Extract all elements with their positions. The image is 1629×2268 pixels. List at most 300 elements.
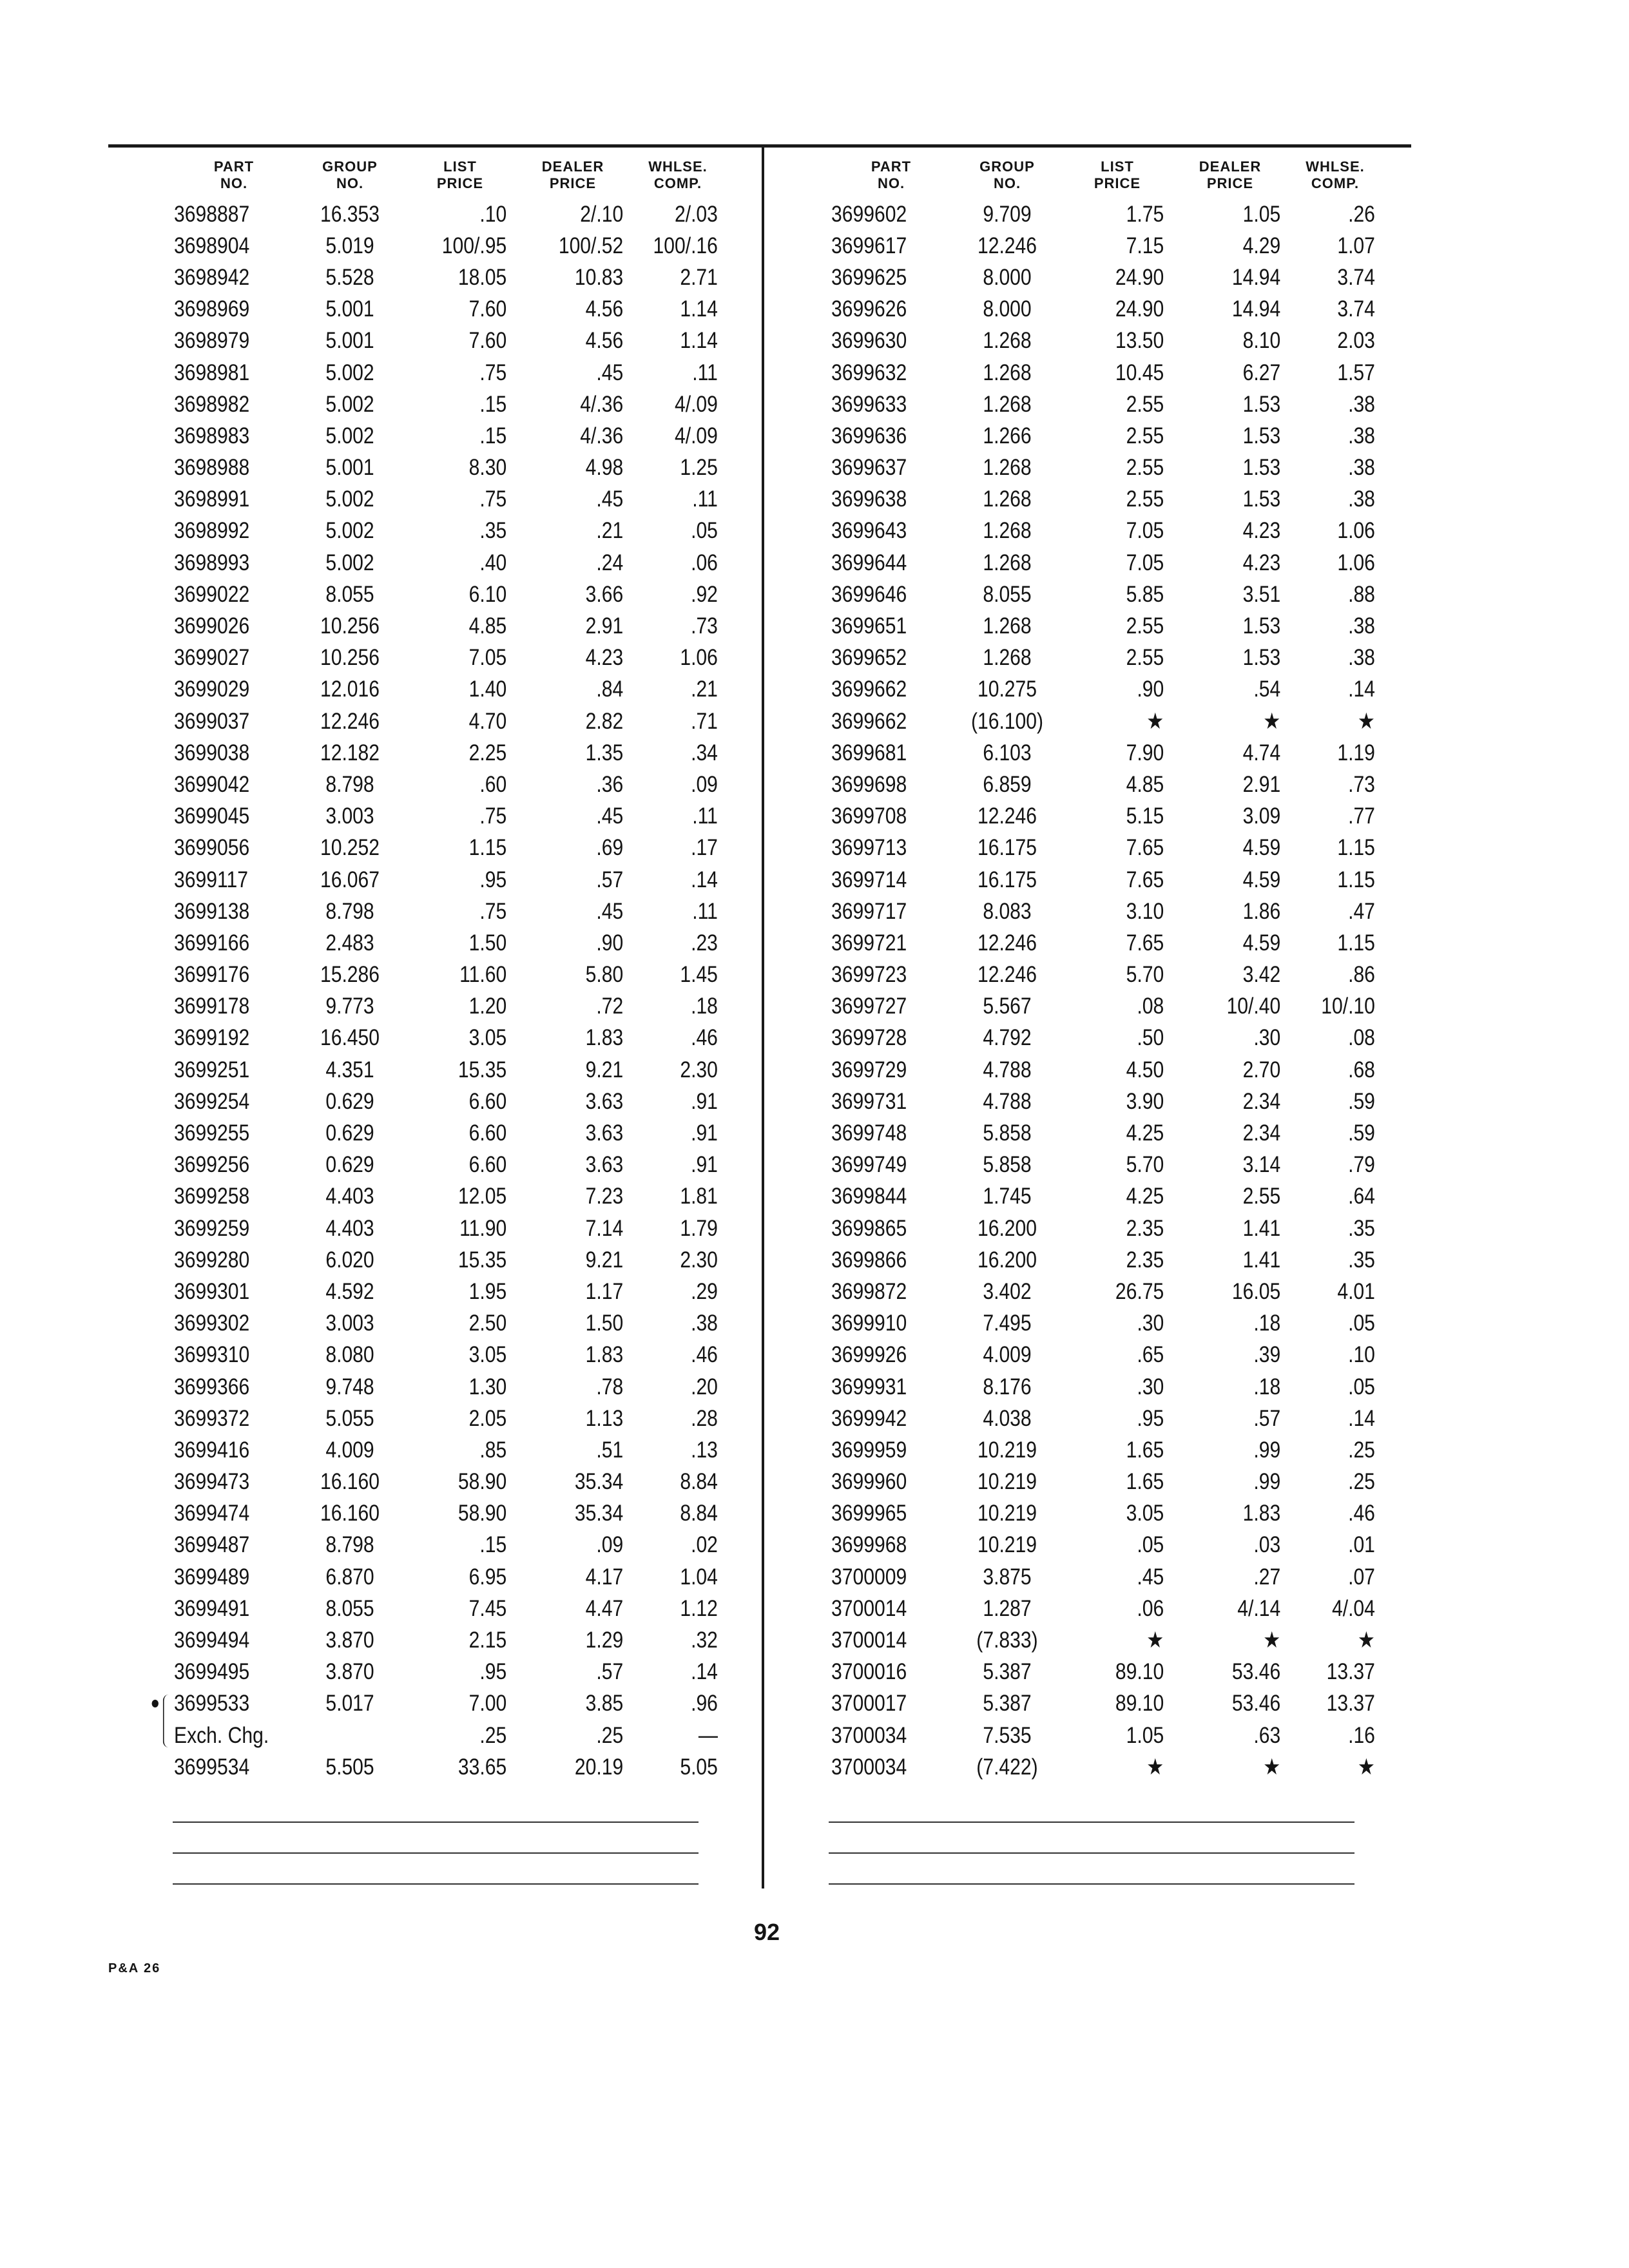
table-row (831, 198, 1382, 230)
group-no-cell: 12.016 (320, 677, 380, 702)
dealer-price-cell: .57 (596, 1659, 624, 1685)
group-no-cell: 3.003 (325, 1311, 374, 1336)
list-price-cell: 89.10 (1115, 1691, 1164, 1716)
whlse-comp-cell: 1.15 (1337, 930, 1375, 956)
list-price-cell: 2.35 (1126, 1247, 1164, 1273)
table-row (174, 991, 724, 1023)
table-row (174, 547, 724, 579)
list-price-cell: 2.55 (1126, 455, 1164, 481)
part-no-cell: 3699473 (174, 1469, 250, 1495)
list-price-cell: 2.35 (1126, 1215, 1164, 1241)
dealer-price-cell: 1.35 (585, 740, 624, 765)
list-price-cell: 100/.95 (441, 233, 507, 258)
table-row (831, 1244, 1382, 1276)
whlse-comp-cell: ★ (1357, 1754, 1375, 1780)
part-no-cell: 3700034 (831, 1754, 907, 1780)
whlse-comp-cell: 1.14 (680, 328, 718, 354)
part-no-cell: 3700014 (831, 1628, 907, 1653)
part-no-cell: 3699533 (174, 1691, 277, 1716)
list-price-cell: ★ (1146, 1628, 1164, 1653)
group-no-cell: 1.268 (983, 550, 1032, 575)
table-row (831, 674, 1382, 706)
blank-entry-line (173, 1821, 699, 1823)
table-row (174, 1466, 724, 1498)
list-price-cell: 89.10 (1115, 1659, 1164, 1685)
list-price-cell: 4.70 (468, 708, 507, 734)
whlse-comp-cell: .88 (1348, 581, 1375, 607)
list-price-cell: 7.65 (1126, 835, 1164, 861)
table-row (831, 1181, 1382, 1213)
table-row (174, 1213, 724, 1244)
part-no-cell: 3699280 (174, 1247, 250, 1273)
group-no-cell: 12.182 (320, 740, 380, 765)
list-price-cell: .95 (479, 1659, 507, 1685)
list-price-cell: 4.50 (1126, 1057, 1164, 1082)
part-no-cell: 3699045 (174, 803, 250, 829)
part-no-cell: 3698992 (174, 518, 250, 544)
table-row (831, 991, 1382, 1023)
list-price-cell: 1.20 (468, 994, 507, 1019)
dealer-price-cell: ★ (1263, 1754, 1281, 1780)
part-no-cell: 3698904 (174, 233, 250, 258)
list-price-cell: .75 (479, 360, 507, 385)
whlse-comp-cell: .20 (691, 1374, 718, 1399)
whlse-comp-cell: .38 (1348, 423, 1375, 448)
whlse-comp-cell: .35 (1348, 1247, 1375, 1273)
table-row (831, 706, 1382, 737)
group-no-cell: 1.268 (983, 645, 1032, 671)
table-row (174, 1530, 724, 1561)
right-table-body (831, 198, 1382, 1783)
table-row (174, 579, 724, 610)
table-row (831, 1561, 1382, 1593)
group-no-cell: 1.268 (983, 455, 1032, 481)
group-no-cell: 12.246 (977, 930, 1037, 956)
table-row (831, 1624, 1382, 1656)
list-price-cell: .75 (479, 486, 507, 512)
group-no-cell: 5.055 (325, 1405, 374, 1431)
dealer-price-cell: 4.98 (585, 455, 624, 481)
dealer-price-cell: 4/.36 (580, 423, 624, 448)
part-no-cell: 3699637 (831, 455, 907, 481)
dealer-price-cell: 4/.36 (580, 391, 624, 417)
dealer-price-cell: .18 (1253, 1374, 1281, 1399)
dealer-price-cell: 1.53 (1242, 391, 1281, 417)
part-no-cell: 3699708 (831, 803, 907, 829)
dealer-price-cell: .25 (596, 1722, 624, 1748)
table-row (174, 1023, 724, 1054)
part-no-cell: 3699366 (174, 1374, 250, 1399)
whlse-comp-cell: .06 (691, 550, 718, 575)
dealer-price-cell: 1.17 (585, 1278, 624, 1304)
dealer-price-cell: .24 (596, 550, 624, 575)
left-table-header (174, 152, 724, 198)
table-row (174, 737, 724, 769)
part-no-cell: 3699844 (831, 1184, 907, 1209)
group-no-cell: 8.080 (325, 1342, 374, 1368)
table-row (174, 1624, 724, 1656)
table-row (831, 1371, 1382, 1403)
table-row (831, 1340, 1382, 1371)
part-no-cell: 3700034 (831, 1722, 907, 1748)
list-price-cell: 7.45 (468, 1595, 507, 1621)
table-row (174, 294, 724, 325)
group-no-cell: 8.798 (325, 1532, 374, 1558)
part-no-cell: 3699178 (174, 994, 250, 1019)
part-no-cell: 3699056 (174, 835, 250, 861)
table-row (831, 579, 1382, 610)
dealer-price-cell: 4/.14 (1237, 1595, 1281, 1621)
part-no-cell: 3698988 (174, 455, 250, 481)
table-row (831, 357, 1382, 389)
dealer-price-cell: 3.42 (1242, 962, 1281, 988)
part-no-cell: 3699138 (174, 898, 250, 924)
dealer-price-cell: .45 (596, 898, 624, 924)
table-row (174, 1434, 724, 1466)
whlse-comp-cell: 2/.03 (674, 201, 718, 227)
table-row (174, 357, 724, 389)
table-row (174, 1149, 724, 1181)
top-rule (108, 144, 1411, 148)
list-price-cell: 2.55 (1126, 423, 1164, 448)
dealer-price-cell: 16.05 (1231, 1278, 1281, 1304)
part-no-cell: 3699865 (831, 1215, 907, 1241)
header-whlse-comp: WHLSE. COMP. (648, 159, 708, 191)
whlse-comp-cell: 3.74 (1337, 296, 1375, 322)
dealer-price-cell: .51 (596, 1437, 624, 1463)
list-price-cell: 3.05 (468, 1342, 507, 1368)
part-no-cell: 3699251 (174, 1057, 250, 1082)
blank-entry-line (173, 1852, 699, 1854)
group-no-cell: 8.798 (325, 771, 374, 797)
list-price-cell: 6.95 (468, 1564, 507, 1590)
dealer-price-cell: .18 (1253, 1311, 1281, 1336)
dealer-price-cell: 2.91 (1242, 771, 1281, 797)
group-no-cell: 1.266 (983, 423, 1032, 448)
group-no-cell: 0.629 (325, 1152, 374, 1178)
group-no-cell: 4.038 (983, 1405, 1032, 1431)
whlse-comp-cell: .10 (1348, 1342, 1375, 1368)
whlse-comp-cell: .38 (1348, 391, 1375, 417)
group-no-cell: 5.002 (325, 391, 374, 417)
whlse-comp-cell: .77 (1348, 803, 1375, 829)
whlse-comp-cell: 1.15 (1337, 835, 1375, 861)
group-no-cell: 5.017 (325, 1691, 374, 1716)
part-no-cell: 3699643 (831, 518, 907, 544)
dealer-price-cell: .30 (1253, 1025, 1281, 1051)
dealer-price-cell: 53.46 (1231, 1659, 1281, 1685)
blank-entry-line (829, 1821, 1354, 1823)
table-row (831, 262, 1382, 293)
whlse-comp-cell: 1.81 (680, 1184, 718, 1209)
right-price-table (831, 152, 1382, 1783)
part-no-cell: 3699644 (831, 550, 907, 575)
group-no-cell: (7.422) (976, 1754, 1038, 1780)
table-row (831, 610, 1382, 642)
table-row (831, 1213, 1382, 1244)
group-no-cell: 10.219 (977, 1437, 1037, 1463)
group-no-cell: 10.256 (320, 645, 380, 671)
table-row (174, 1561, 724, 1593)
group-no-cell: 4.792 (983, 1025, 1032, 1051)
whlse-comp-cell: 13.37 (1326, 1691, 1375, 1716)
list-price-cell: 2.15 (468, 1628, 507, 1653)
dealer-price-cell: 1.83 (585, 1025, 624, 1051)
group-no-cell: 6.103 (983, 740, 1032, 765)
part-no-cell: 3699931 (831, 1374, 907, 1399)
group-no-cell: 4.351 (325, 1057, 374, 1082)
list-price-cell: 7.65 (1126, 867, 1164, 892)
list-price-cell: .85 (479, 1437, 507, 1463)
group-no-cell: 10.252 (320, 835, 380, 861)
list-price-cell: 5.15 (1126, 803, 1164, 829)
dealer-price-cell: 3.09 (1242, 803, 1281, 829)
list-price-cell: 7.00 (468, 1691, 507, 1716)
whlse-comp-cell: .38 (1348, 455, 1375, 481)
group-no-cell: 10.219 (977, 1501, 1037, 1526)
list-price-cell: 58.90 (458, 1469, 507, 1495)
table-row (174, 1181, 724, 1213)
whlse-comp-cell: .05 (691, 518, 718, 544)
group-no-cell: 9.748 (325, 1374, 374, 1399)
group-no-cell: 5.001 (325, 455, 374, 481)
group-no-cell: 1.745 (983, 1184, 1032, 1209)
table-row (174, 1086, 724, 1117)
table-row (831, 1593, 1382, 1624)
whlse-comp-cell: .91 (691, 1088, 718, 1114)
table-row (831, 959, 1382, 991)
dealer-price-cell: 1.83 (1242, 1501, 1281, 1526)
table-row (174, 325, 724, 357)
dealer-price-cell: 1.41 (1242, 1215, 1281, 1241)
table-row (174, 769, 724, 800)
list-price-cell: 2.50 (468, 1311, 507, 1336)
group-no-cell: 8.055 (325, 1595, 374, 1621)
dealer-price-cell: .57 (1253, 1405, 1281, 1431)
whlse-comp-cell: .28 (691, 1405, 718, 1431)
table-row (174, 1117, 724, 1149)
dealer-price-cell: .69 (596, 835, 624, 861)
list-price-cell: .90 (1137, 677, 1164, 702)
whlse-comp-cell: 1.12 (680, 1595, 718, 1621)
group-no-cell: 7.535 (983, 1722, 1032, 1748)
table-row (831, 294, 1382, 325)
list-price-cell: 1.95 (468, 1278, 507, 1304)
table-row (831, 1434, 1382, 1466)
header-dealer-price: DEALER PRICE (541, 159, 604, 191)
group-no-cell: 7.495 (983, 1311, 1032, 1336)
whlse-comp-cell: .29 (691, 1278, 718, 1304)
dealer-price-cell: 4.23 (1242, 518, 1281, 544)
table-row (174, 484, 724, 515)
group-no-cell: 5.505 (325, 1754, 374, 1780)
dealer-price-cell: 35.34 (574, 1469, 624, 1495)
table-row (831, 1498, 1382, 1530)
whlse-comp-cell: .14 (1348, 1405, 1375, 1431)
list-price-cell: .15 (479, 1532, 507, 1558)
table-row (831, 515, 1382, 547)
dealer-price-cell: 2.70 (1242, 1057, 1281, 1082)
blank-entry-line (829, 1852, 1354, 1854)
whlse-comp-cell: .05 (1348, 1374, 1375, 1399)
part-no-cell: 3699638 (831, 486, 907, 512)
list-price-cell: 24.90 (1115, 296, 1164, 322)
dealer-price-cell: 1.83 (585, 1342, 624, 1368)
part-no-cell: 3700014 (831, 1595, 907, 1621)
table-row (174, 642, 724, 674)
dealer-price-cell: 14.94 (1231, 296, 1281, 322)
list-price-cell: 18.05 (458, 264, 507, 290)
list-price-cell: 1.65 (1126, 1469, 1164, 1495)
group-no-cell: 8.798 (325, 898, 374, 924)
group-no-cell: 5.858 (983, 1152, 1032, 1178)
dealer-price-cell: 4.59 (1242, 930, 1281, 956)
dealer-price-cell: 2.34 (1242, 1120, 1281, 1146)
whlse-comp-cell: .25 (1348, 1469, 1375, 1495)
table-row (831, 1276, 1382, 1307)
whlse-comp-cell: 3.74 (1337, 264, 1375, 290)
group-no-cell: 8.000 (983, 264, 1032, 290)
right-table-header (831, 152, 1382, 198)
list-price-cell: 7.60 (468, 328, 507, 354)
whlse-comp-cell: 2.30 (680, 1057, 718, 1082)
list-price-cell: 33.65 (458, 1754, 507, 1780)
part-no-cell: 3699625 (831, 264, 907, 290)
whlse-comp-cell: .79 (1348, 1152, 1375, 1178)
whlse-comp-cell: .38 (1348, 486, 1375, 512)
group-no-cell: 16.160 (320, 1501, 380, 1526)
whlse-comp-cell: 4/.09 (674, 391, 718, 417)
group-no-cell: 1.268 (983, 391, 1032, 417)
table-row (831, 1086, 1382, 1117)
table-row (831, 1308, 1382, 1340)
group-no-cell: 1.268 (983, 360, 1032, 385)
list-price-cell: 5.85 (1126, 581, 1164, 607)
whlse-comp-cell: .47 (1348, 898, 1375, 924)
table-row (174, 1340, 724, 1371)
whlse-comp-cell: .17 (691, 835, 718, 861)
list-price-cell: .65 (1137, 1342, 1164, 1368)
whlse-comp-cell: .46 (691, 1342, 718, 1368)
dealer-price-cell: 20.19 (574, 1754, 624, 1780)
group-no-cell: 10.256 (320, 613, 380, 639)
table-row (174, 1720, 724, 1751)
group-no-cell: 8.055 (325, 581, 374, 607)
dealer-price-cell: .54 (1253, 677, 1281, 702)
group-no-cell: 1.268 (983, 518, 1032, 544)
part-no-cell: 3699749 (831, 1152, 907, 1178)
dealer-price-cell: 10/.40 (1226, 994, 1281, 1019)
part-no-cell: 3699698 (831, 771, 907, 797)
page-number: 92 (753, 1919, 780, 1945)
table-row (174, 420, 724, 452)
whlse-comp-cell: .59 (1348, 1088, 1375, 1114)
table-row (831, 832, 1382, 864)
header-group-no: GROUP NO. (322, 159, 378, 191)
part-no-cell: 3698983 (174, 423, 250, 448)
dealer-price-cell: 3.51 (1242, 581, 1281, 607)
dealer-price-cell: ★ (1263, 708, 1281, 734)
part-no-cell: 3699731 (831, 1088, 907, 1114)
bullet-marker (152, 1700, 159, 1707)
part-no-cell: 3699310 (174, 1342, 250, 1368)
list-price-cell: 5.70 (1126, 962, 1164, 988)
group-no-cell: 8.055 (983, 581, 1032, 607)
whlse-comp-cell: .64 (1348, 1184, 1375, 1209)
table-row (174, 1657, 724, 1688)
whlse-comp-cell: 1.79 (680, 1215, 718, 1241)
part-no-cell: 3699651 (831, 613, 907, 639)
part-no-cell: 3699176 (174, 962, 250, 988)
group-no-cell: 6.859 (983, 771, 1032, 797)
part-no-cell: 3699617 (831, 233, 907, 258)
dealer-price-cell: 1.53 (1242, 613, 1281, 639)
footer-code: P&A 26 (108, 1961, 161, 1975)
list-price-cell: 3.10 (1126, 898, 1164, 924)
part-no-cell: 3699723 (831, 962, 907, 988)
dealer-price-cell: 1.53 (1242, 486, 1281, 512)
whlse-comp-cell: 13.37 (1326, 1659, 1375, 1685)
whlse-comp-cell: .14 (691, 867, 718, 892)
part-no-cell: 3699626 (831, 296, 907, 322)
list-price-cell: 8.30 (468, 455, 507, 481)
dealer-price-cell: 1.29 (585, 1628, 624, 1653)
list-price-cell: 15.35 (458, 1057, 507, 1082)
group-no-cell: 4.009 (983, 1342, 1032, 1368)
group-no-cell: 5.567 (983, 994, 1032, 1019)
dealer-price-cell: 1.13 (585, 1405, 624, 1431)
table-row (174, 1308, 724, 1340)
group-no-cell: 8.176 (983, 1374, 1032, 1399)
group-no-cell: 2.483 (325, 930, 374, 956)
table-row (174, 927, 724, 959)
dealer-price-cell: .84 (596, 677, 624, 702)
part-no-cell: 3699258 (174, 1184, 250, 1209)
group-no-cell: 16.160 (320, 1469, 380, 1495)
group-no-cell: 3.875 (983, 1564, 1032, 1590)
list-price-cell: 6.60 (468, 1152, 507, 1178)
whlse-comp-cell: .91 (691, 1120, 718, 1146)
whlse-comp-cell: .92 (691, 581, 718, 607)
whlse-comp-cell: .25 (1348, 1437, 1375, 1463)
part-no-cell: 3699727 (831, 994, 907, 1019)
group-no-cell: 1.268 (983, 328, 1032, 354)
whlse-comp-cell: .68 (1348, 1057, 1375, 1082)
group-no-cell: 10.275 (977, 677, 1037, 702)
dealer-price-cell: 4.47 (585, 1595, 624, 1621)
part-no-cell: 3699965 (831, 1501, 907, 1526)
dealer-price-cell: .27 (1253, 1564, 1281, 1590)
table-row (174, 1688, 724, 1720)
group-no-cell: 5.858 (983, 1120, 1032, 1146)
part-no-cell: 3700017 (831, 1691, 907, 1716)
group-no-cell: 6.870 (325, 1564, 374, 1590)
list-price-cell: .75 (479, 803, 507, 829)
group-no-cell: 5.001 (325, 296, 374, 322)
group-no-cell: 12.246 (977, 233, 1037, 258)
dealer-price-cell: .99 (1253, 1469, 1281, 1495)
part-no-cell: 3699494 (174, 1628, 250, 1653)
part-no-cell: 3699027 (174, 645, 250, 671)
list-price-cell: 10.45 (1115, 360, 1164, 385)
list-price-cell: .15 (479, 423, 507, 448)
list-price-cell: 7.65 (1126, 930, 1164, 956)
group-no-cell: 5.002 (325, 423, 374, 448)
dealer-price-cell: 1.53 (1242, 423, 1281, 448)
part-no-cell: 3699038 (174, 740, 250, 765)
dealer-price-cell: 8.10 (1242, 328, 1281, 354)
table-row (174, 452, 724, 484)
